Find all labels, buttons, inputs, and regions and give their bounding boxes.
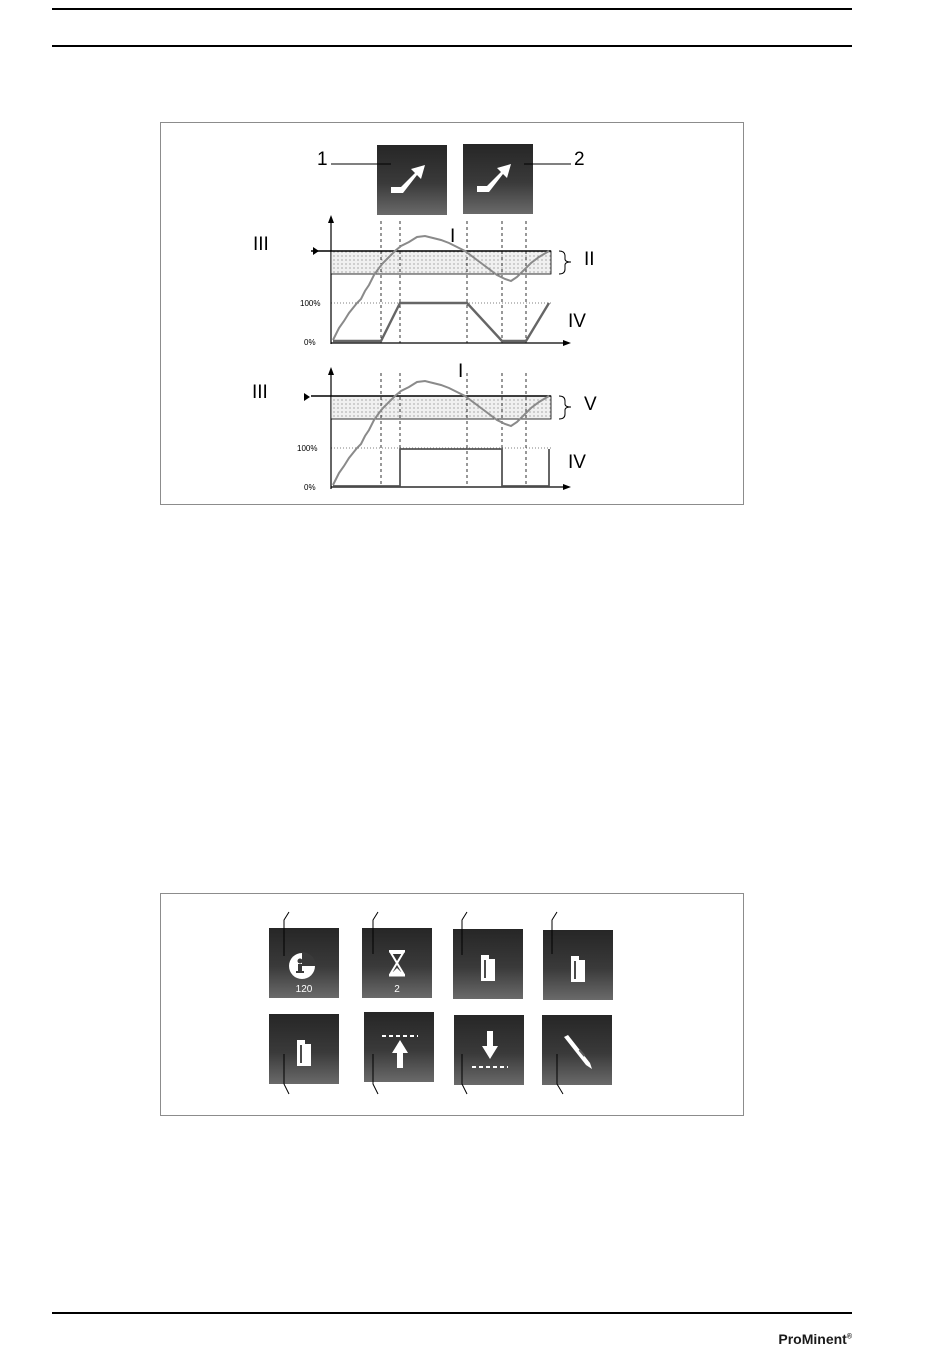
lower-setpoint-arrow (304, 393, 310, 401)
lower-neutral-zone (331, 396, 551, 419)
upper-label-output: IV (568, 311, 586, 332)
lower-band-brace (559, 396, 571, 419)
upper-label-band: II (584, 249, 595, 270)
lower-tick-0: 0% (304, 483, 316, 492)
header-rule-bottom (52, 45, 852, 47)
footer-rule (52, 1312, 852, 1314)
lower-label-setpoint: III (252, 382, 268, 403)
calibration-timer-value: 120 (295, 984, 313, 995)
lower-label-output: IV (568, 452, 586, 473)
lower-tick-100: 100% (297, 444, 318, 453)
brand-name: ProMinent (778, 1331, 847, 1347)
lower-output-line (333, 449, 549, 486)
upper-tick-100: 100% (300, 299, 321, 308)
upper-label-curve: I (450, 226, 456, 247)
lower-label-band: V (584, 394, 597, 415)
lower-control-chart (161, 123, 745, 506)
callout-number-1: 1 (317, 149, 328, 170)
status-icons-figure (160, 893, 744, 1116)
hourglass-value: 2 (394, 984, 400, 995)
callout-number-2: 2 (574, 149, 585, 170)
header-rule-top (52, 8, 852, 10)
control-diagram-figure (160, 122, 744, 505)
lower-label-curve: I (458, 361, 464, 382)
icon-callout-leaders (161, 894, 745, 1117)
upper-label-setpoint: III (253, 234, 269, 255)
registered-mark: ® (846, 1333, 852, 1341)
upper-tick-0: 0% (304, 338, 316, 347)
brand-logo (778, 1331, 852, 1347)
